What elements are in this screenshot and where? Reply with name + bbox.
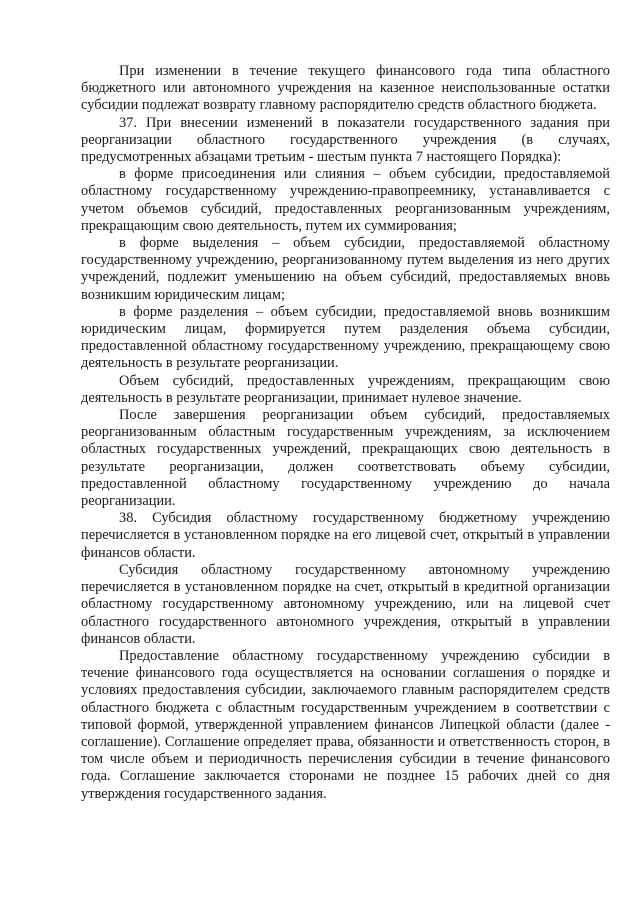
document-page (81, 63, 610, 803)
paragraph-item-38: 38. Субсидия областному государственному бюджетному учреждению перечисляется в установленном порядке на его лицевой счет, открытый в управлении финансов области. (81, 510, 610, 561)
paragraph-separation-form: в форме выделения – объем субсидии, предоставляемой областному государственному учреждению, реорганизованному путем выделения из него других учреждений, подлежит уменьшению на объем субсидий, предоставляемых вновь возникшим юридическим лицам; (81, 235, 610, 303)
paragraph-autonomous-institution: Субсидия областному государственному автономному учреждению перечисляется в установленном порядке на счет, открытый в кредитной организации областному государственному автономному учреждению, или на лицевой счет областного государственного автономного учреждения, открытый в управлении финансов области. (81, 561, 610, 647)
paragraph-agreement: Предоставление областному государственному учреждению субсидии в течение финансового года осуществляется на основании соглашения о порядке и условиях предоставления субсидии, заключаемого главным распорядителем средств областного бюджета с областным государственным учреждением в соответствии с типовой формой, утвержденной управлением финансов Липецкой области (далее - соглашение). Соглашение определяет права, обязанности и ответственность сторон, в том числе объем и периодичность перечисления субсидии в течение финансового года. Соглашение заключается сторонами не позднее 15 рабочих дней со дня утверждения государственного задания. (81, 647, 610, 802)
paragraph-zero-subsidy: Объем субсидий, предоставленных учреждениям, прекращающим свою деятельность в результате реорганизации, принимает нулевое значение. (81, 372, 610, 406)
paragraph-item-37: 37. При внесении изменений в показатели государственного задания при реорганизации областного государственного учреждения (в случаях, предусмотренных абзацами третьим - шестым пункта 7 настоящего Порядка): (81, 114, 610, 166)
paragraph-division-form: в форме разделения – объем субсидии, предоставляемой вновь возникшим юридическим лицам, формируется путем разделения объема субсидии, предоставленной областному государственному учреждению, прекращающему свою деятельность в результате реорганизации. (81, 303, 610, 372)
paragraph-after-reorganization: После завершения реорганизации объем субсидий, предоставляемых реорганизованным областным государственным учреждениям, за исключением областных государственных учреждений, прекращающих свою деятельность в результате реорганизации, должен соответствовать объему субсидии, предоставленной областному государственному учреждению до начала реорганизации. (81, 407, 610, 510)
paragraph-return-of-unused-subsidy: При изменении в течение текущего финансового года типа областного бюджетного или автономного учреждения на казенное неиспользованные остатки субсидии подлежат возврату главному распорядителю средств областного бюджета. (81, 63, 610, 114)
paragraph-merger-form: в форме присоединения или слияния – объем субсидии, предоставляемой областному государственному учреждению-правопреемнику, устанавливается с учетом объемов субсидий, предоставленных реорганизованным учреждениям, прекращающим свою деятельность, путем их суммирования; (81, 166, 610, 234)
